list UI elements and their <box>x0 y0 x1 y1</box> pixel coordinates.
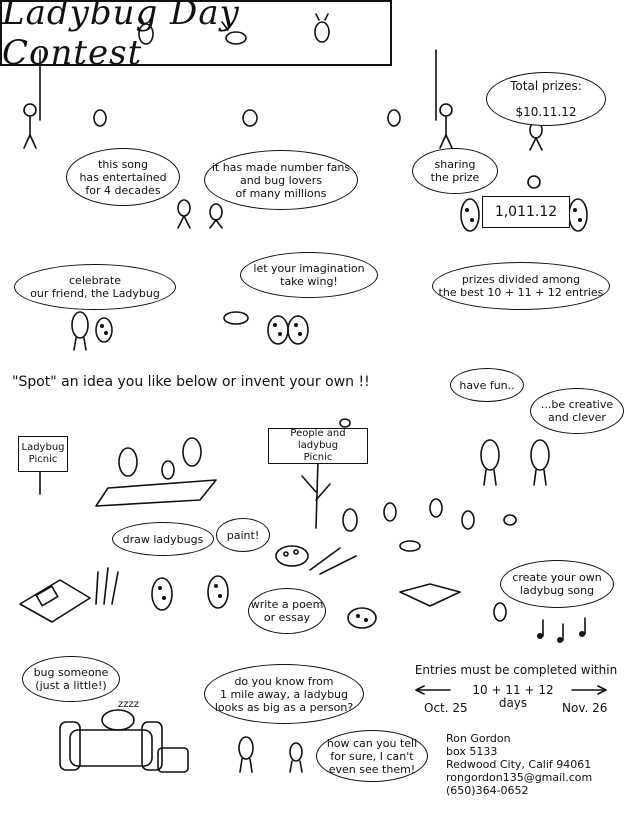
prize-sign <box>482 196 570 228</box>
fans-bubble-text: it has made number fans and bug lovers of many millions <box>211 160 351 200</box>
imagination-bubble-text: let your imagination take wing! <box>253 262 365 288</box>
creative-text: ...be creative and clever <box>540 398 614 424</box>
spot-idea-text: "Spot" an idea you like below or invent your own !! <box>12 374 370 390</box>
banner-holders-icon <box>24 50 452 148</box>
prize-sign-text: 1,011.12 <box>494 203 558 220</box>
prizes-divided-bubble <box>432 262 610 310</box>
poem-bubble <box>248 588 326 634</box>
draw-bubble-text: draw ladybugs <box>122 532 204 546</box>
know-from-bubble <box>204 664 364 724</box>
entries-start-date: Oct. 25 <box>424 701 468 715</box>
sharing-bubble-text: sharing the prize <box>430 158 480 184</box>
contact-email: rongordon135@gmail.com <box>446 771 593 784</box>
fans-bubble <box>204 150 358 210</box>
picnic-sign-center <box>268 428 368 464</box>
total-prizes-amount: $10.11.12 <box>515 104 577 119</box>
imagination-bubble <box>240 252 378 298</box>
song-create-bubble <box>500 560 614 608</box>
tell-sure-text: how can you tell for sure, I can't even see them! <box>326 736 418 776</box>
celebrate-bubble-text: celebrate our friend, the Ladybug <box>30 274 160 300</box>
couch-icon <box>60 710 188 772</box>
know-from-text: do you know from 1 mile away, a ladybug looks as big as a person? <box>214 674 354 714</box>
contact-block <box>446 732 632 797</box>
row2-bugs-icon <box>72 312 308 350</box>
paint-bubble-text: paint! <box>226 528 260 542</box>
contact-box: box 5133 <box>446 745 498 758</box>
song-bubble <box>66 148 180 206</box>
poem-bubble-text: write a poem or essay <box>250 598 324 624</box>
contact-phone: (650)364-0652 <box>446 784 529 797</box>
song-create-text: create your own ladybug song <box>512 571 602 597</box>
total-prizes-label: Total prizes: <box>510 78 582 93</box>
entries-days: 10 + 11 + 12 days <box>472 683 554 710</box>
bug-someone-text: bug someone (just a little!) <box>33 666 109 692</box>
walking-bugs-icon <box>343 499 516 551</box>
celebrate-bubble <box>14 264 176 310</box>
banner-ladybug-icon <box>94 14 400 126</box>
bug-someone-bubble <box>22 656 120 702</box>
total-prizes-bubble <box>486 72 606 126</box>
have-fun-bubble <box>450 368 524 402</box>
bottom-bugs-icon <box>239 737 302 772</box>
art-supplies-icon <box>20 546 460 622</box>
paint-bubble <box>216 518 270 552</box>
entries-line: Entries must be completed within <box>414 663 618 677</box>
picnic-sign-left <box>18 436 68 472</box>
have-fun-text: have fun.. <box>459 378 515 392</box>
prizes-divided-text: prizes divided among the best 10 + 11 + 12 entries <box>438 273 604 299</box>
tell-sure-bubble <box>316 730 428 782</box>
entries-end-date: Nov. 26 <box>562 701 608 715</box>
fun-bugs-icon <box>481 440 549 485</box>
page-title: Ladybug Day Contest <box>2 0 240 73</box>
creative-bubble <box>530 388 624 434</box>
draw-bubble <box>112 522 214 556</box>
picnic-sign-left-text: Ladybug Picnic <box>21 442 65 465</box>
picnic-sign-center-text: People and ladybug Picnic <box>290 428 346 463</box>
contact-name: Ron Gordon <box>446 732 511 745</box>
contact-city: Redwood City, Calif 94061 <box>446 758 592 771</box>
sleep-zzz-text: zzzz <box>118 699 139 710</box>
sharing-bubble <box>412 148 498 194</box>
song-bubble-text: this song has entertained for 4 decades <box>79 157 167 197</box>
music-notes-icon <box>494 603 585 643</box>
